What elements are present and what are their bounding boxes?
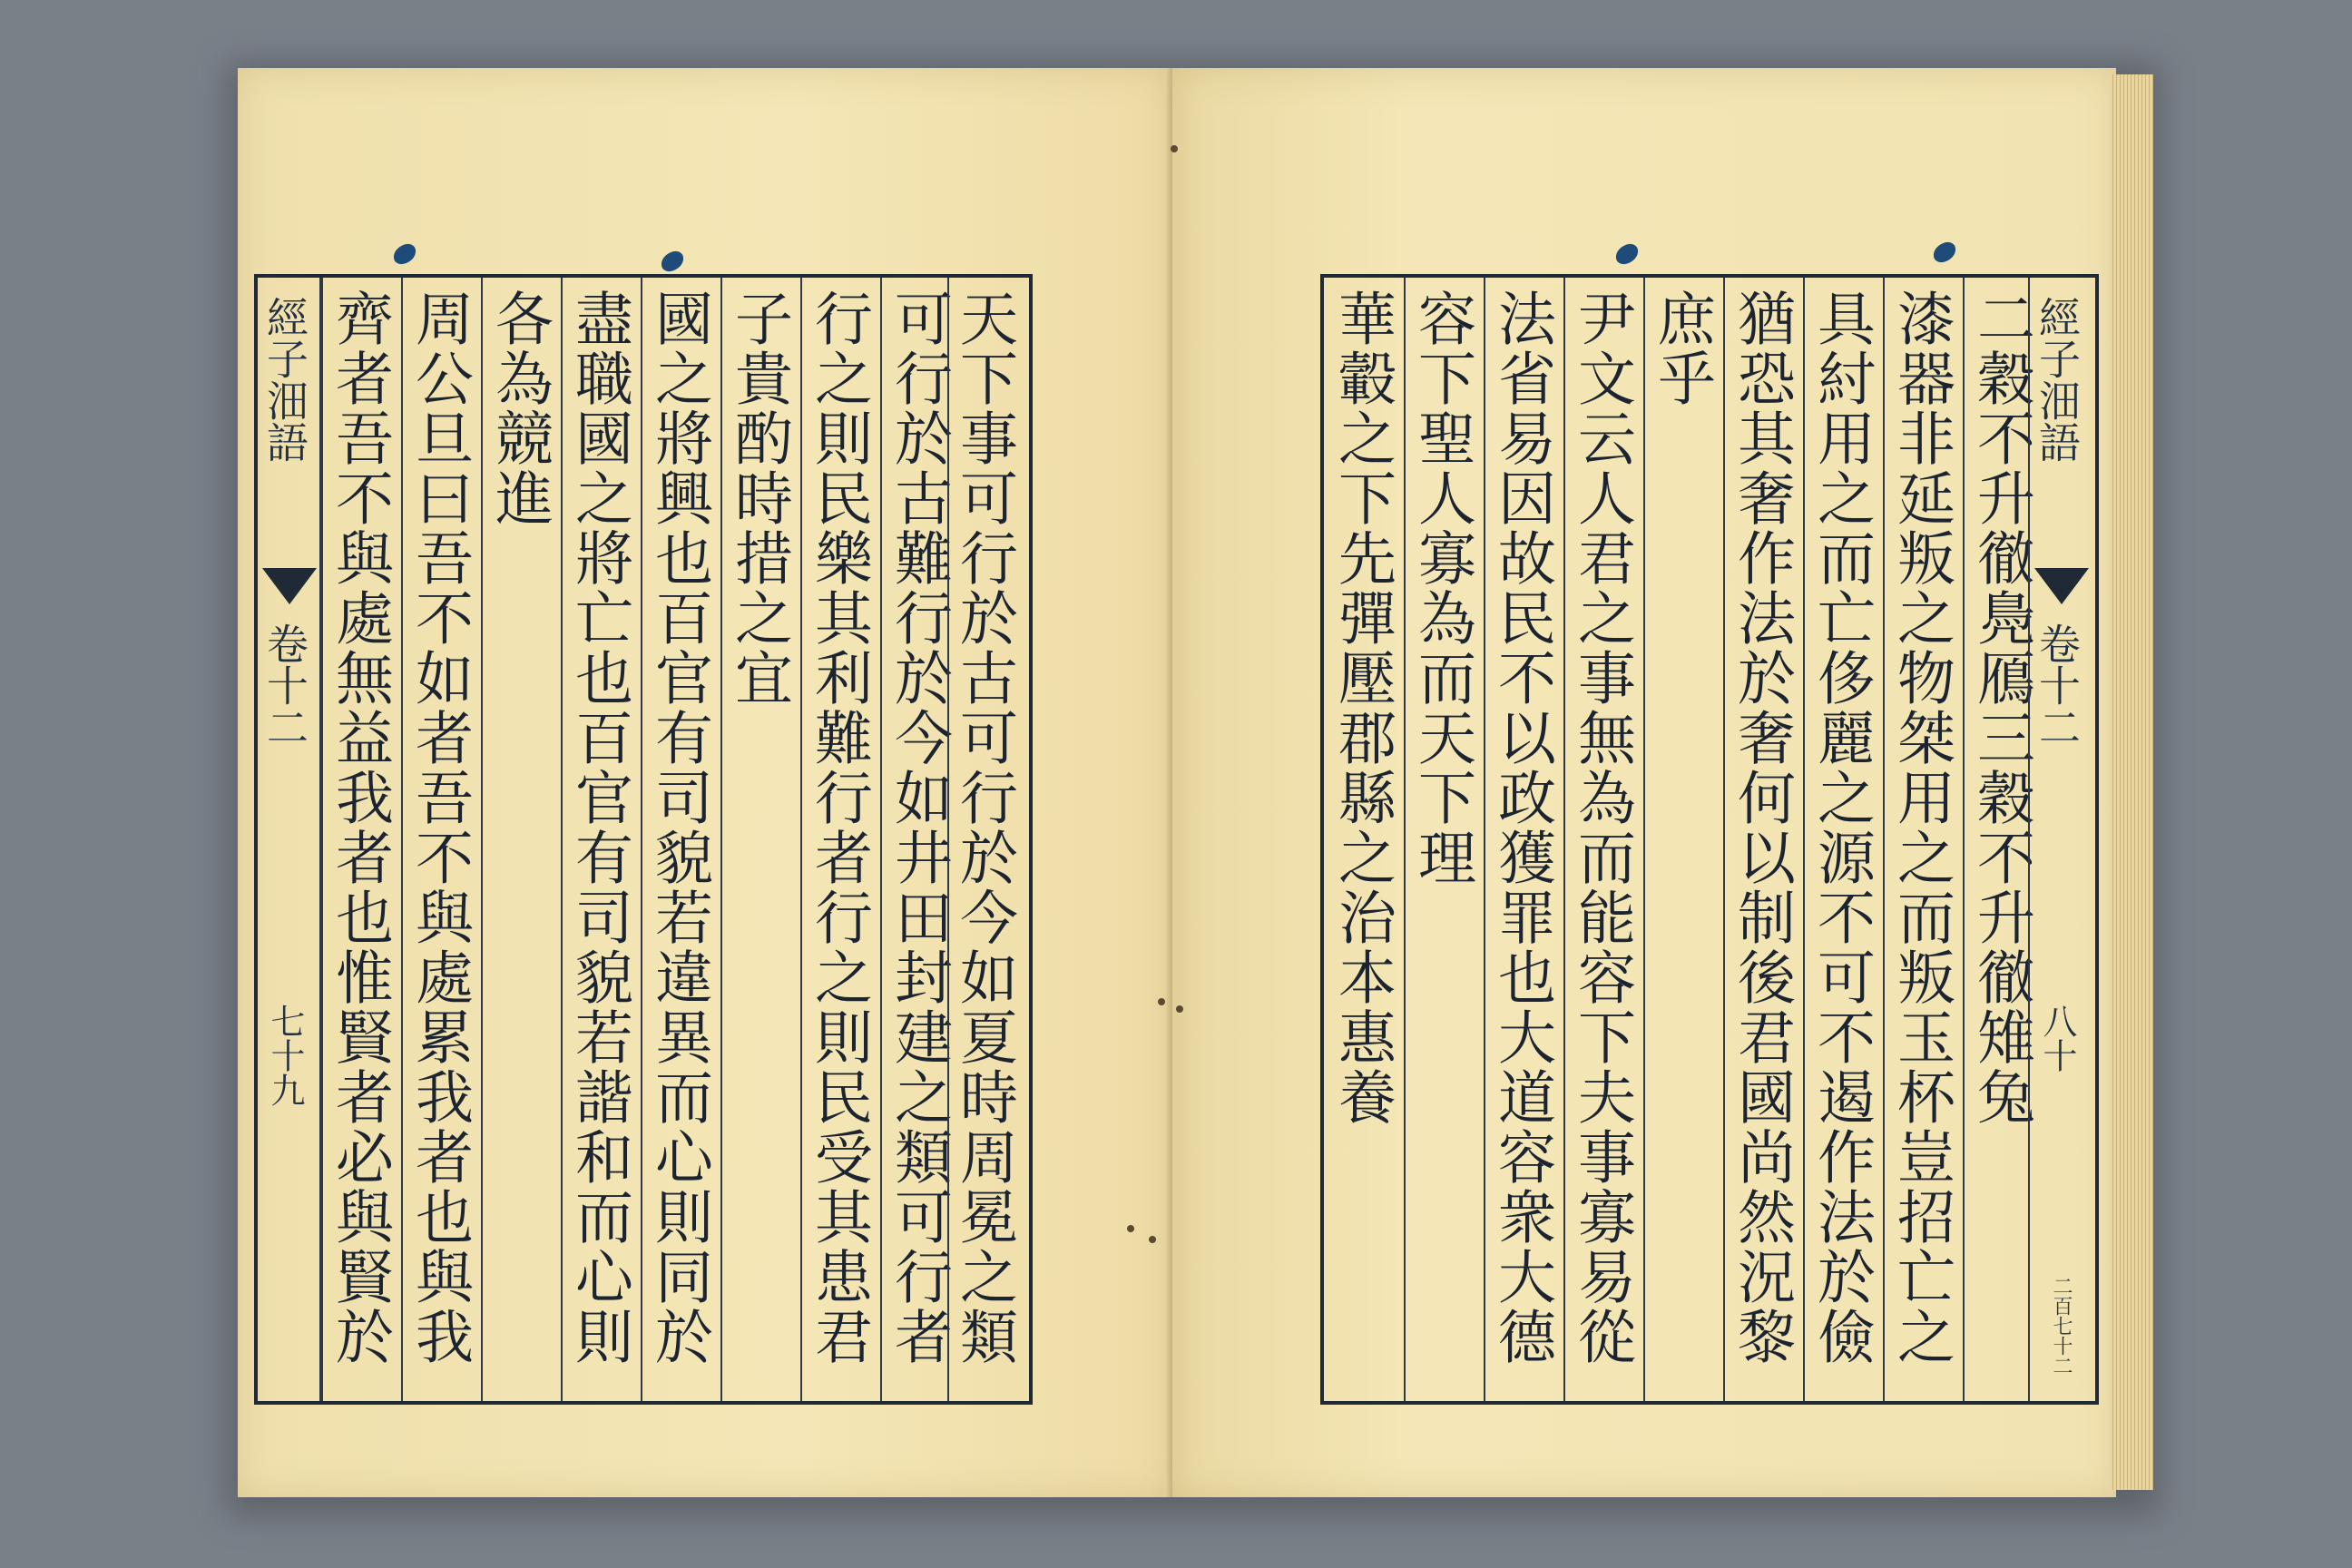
banxin-title: 經子沺語 (260, 296, 309, 463)
text-column: 國之將興也百官有司貌若違異而心則同於 (641, 278, 720, 1401)
text-column: 齊者吾不與處無益我者也惟賢者必與賢於 (321, 278, 401, 1401)
banxin-small-number: 二百七十二 (2050, 1276, 2073, 1376)
text-column: 法省易因故民不以政獲罪也大道容衆大德 (1484, 278, 1563, 1401)
text-column: 猶恐其奢作法於奢何以制後君國尚然況黎 (1723, 278, 1803, 1401)
left-banxin (258, 278, 321, 1401)
right-text-frame (1320, 274, 2099, 1405)
text-column: 二穀不升徹鳧鴈三穀不升徹雉兔 (1963, 278, 2043, 1401)
stitch-hole (1127, 1225, 1134, 1232)
stitch-hole (1176, 1005, 1183, 1013)
text-column: 子貴酌時措之宜 (720, 278, 800, 1401)
text-column: 具紂用之而亡侈麗之源不可不遏作法於儉 (1803, 278, 1883, 1401)
text-column: 尹文云人君之事無為而能容下夫事寡易從 (1563, 278, 1643, 1401)
text-column: 容下聖人寡為而天下理 (1404, 278, 1484, 1401)
text-column: 華轂之下先彈壓郡縣之治本惠養 (1328, 289, 1396, 1127)
fish-tail-mark (262, 568, 317, 604)
text-column: 行之則民樂其利難行者行之則民受其患君 (800, 278, 880, 1401)
text-column: 各為競進 (481, 278, 561, 1401)
text-column: 庶乎 (1643, 278, 1723, 1401)
banxin-title: 經子沺語 (2033, 296, 2082, 463)
banxin-volume: 卷十二 (2033, 622, 2082, 748)
text-column: 可行於古難行於今如井田封建之類可行者 (880, 278, 960, 1401)
fish-tail-mark (2034, 568, 2089, 604)
banxin-page-number: 七十九 (265, 1004, 305, 1107)
text-column: 盡職國之將亡也百官有司貌若諧和而心則 (561, 278, 641, 1401)
text-column: 漆器非延叛之物桀用之而叛玉杯豈招亡之 (1883, 278, 1963, 1401)
page-edges (2110, 74, 2153, 1490)
banxin-volume: 卷十二 (260, 622, 309, 748)
text-column: 周公旦曰吾不如者吾不與處累我者也與我 (401, 278, 481, 1401)
stitch-hole (1149, 1236, 1156, 1243)
stitch-hole (1171, 145, 1178, 152)
right-banxin (2028, 278, 2092, 1401)
banxin-page-number: 八十 (2037, 1004, 2077, 1073)
left-text-frame (254, 274, 1033, 1405)
stitch-hole (1158, 998, 1165, 1005)
text-column: 天下事可行於古可行於今如夏時周冕之類 (947, 278, 1025, 1401)
